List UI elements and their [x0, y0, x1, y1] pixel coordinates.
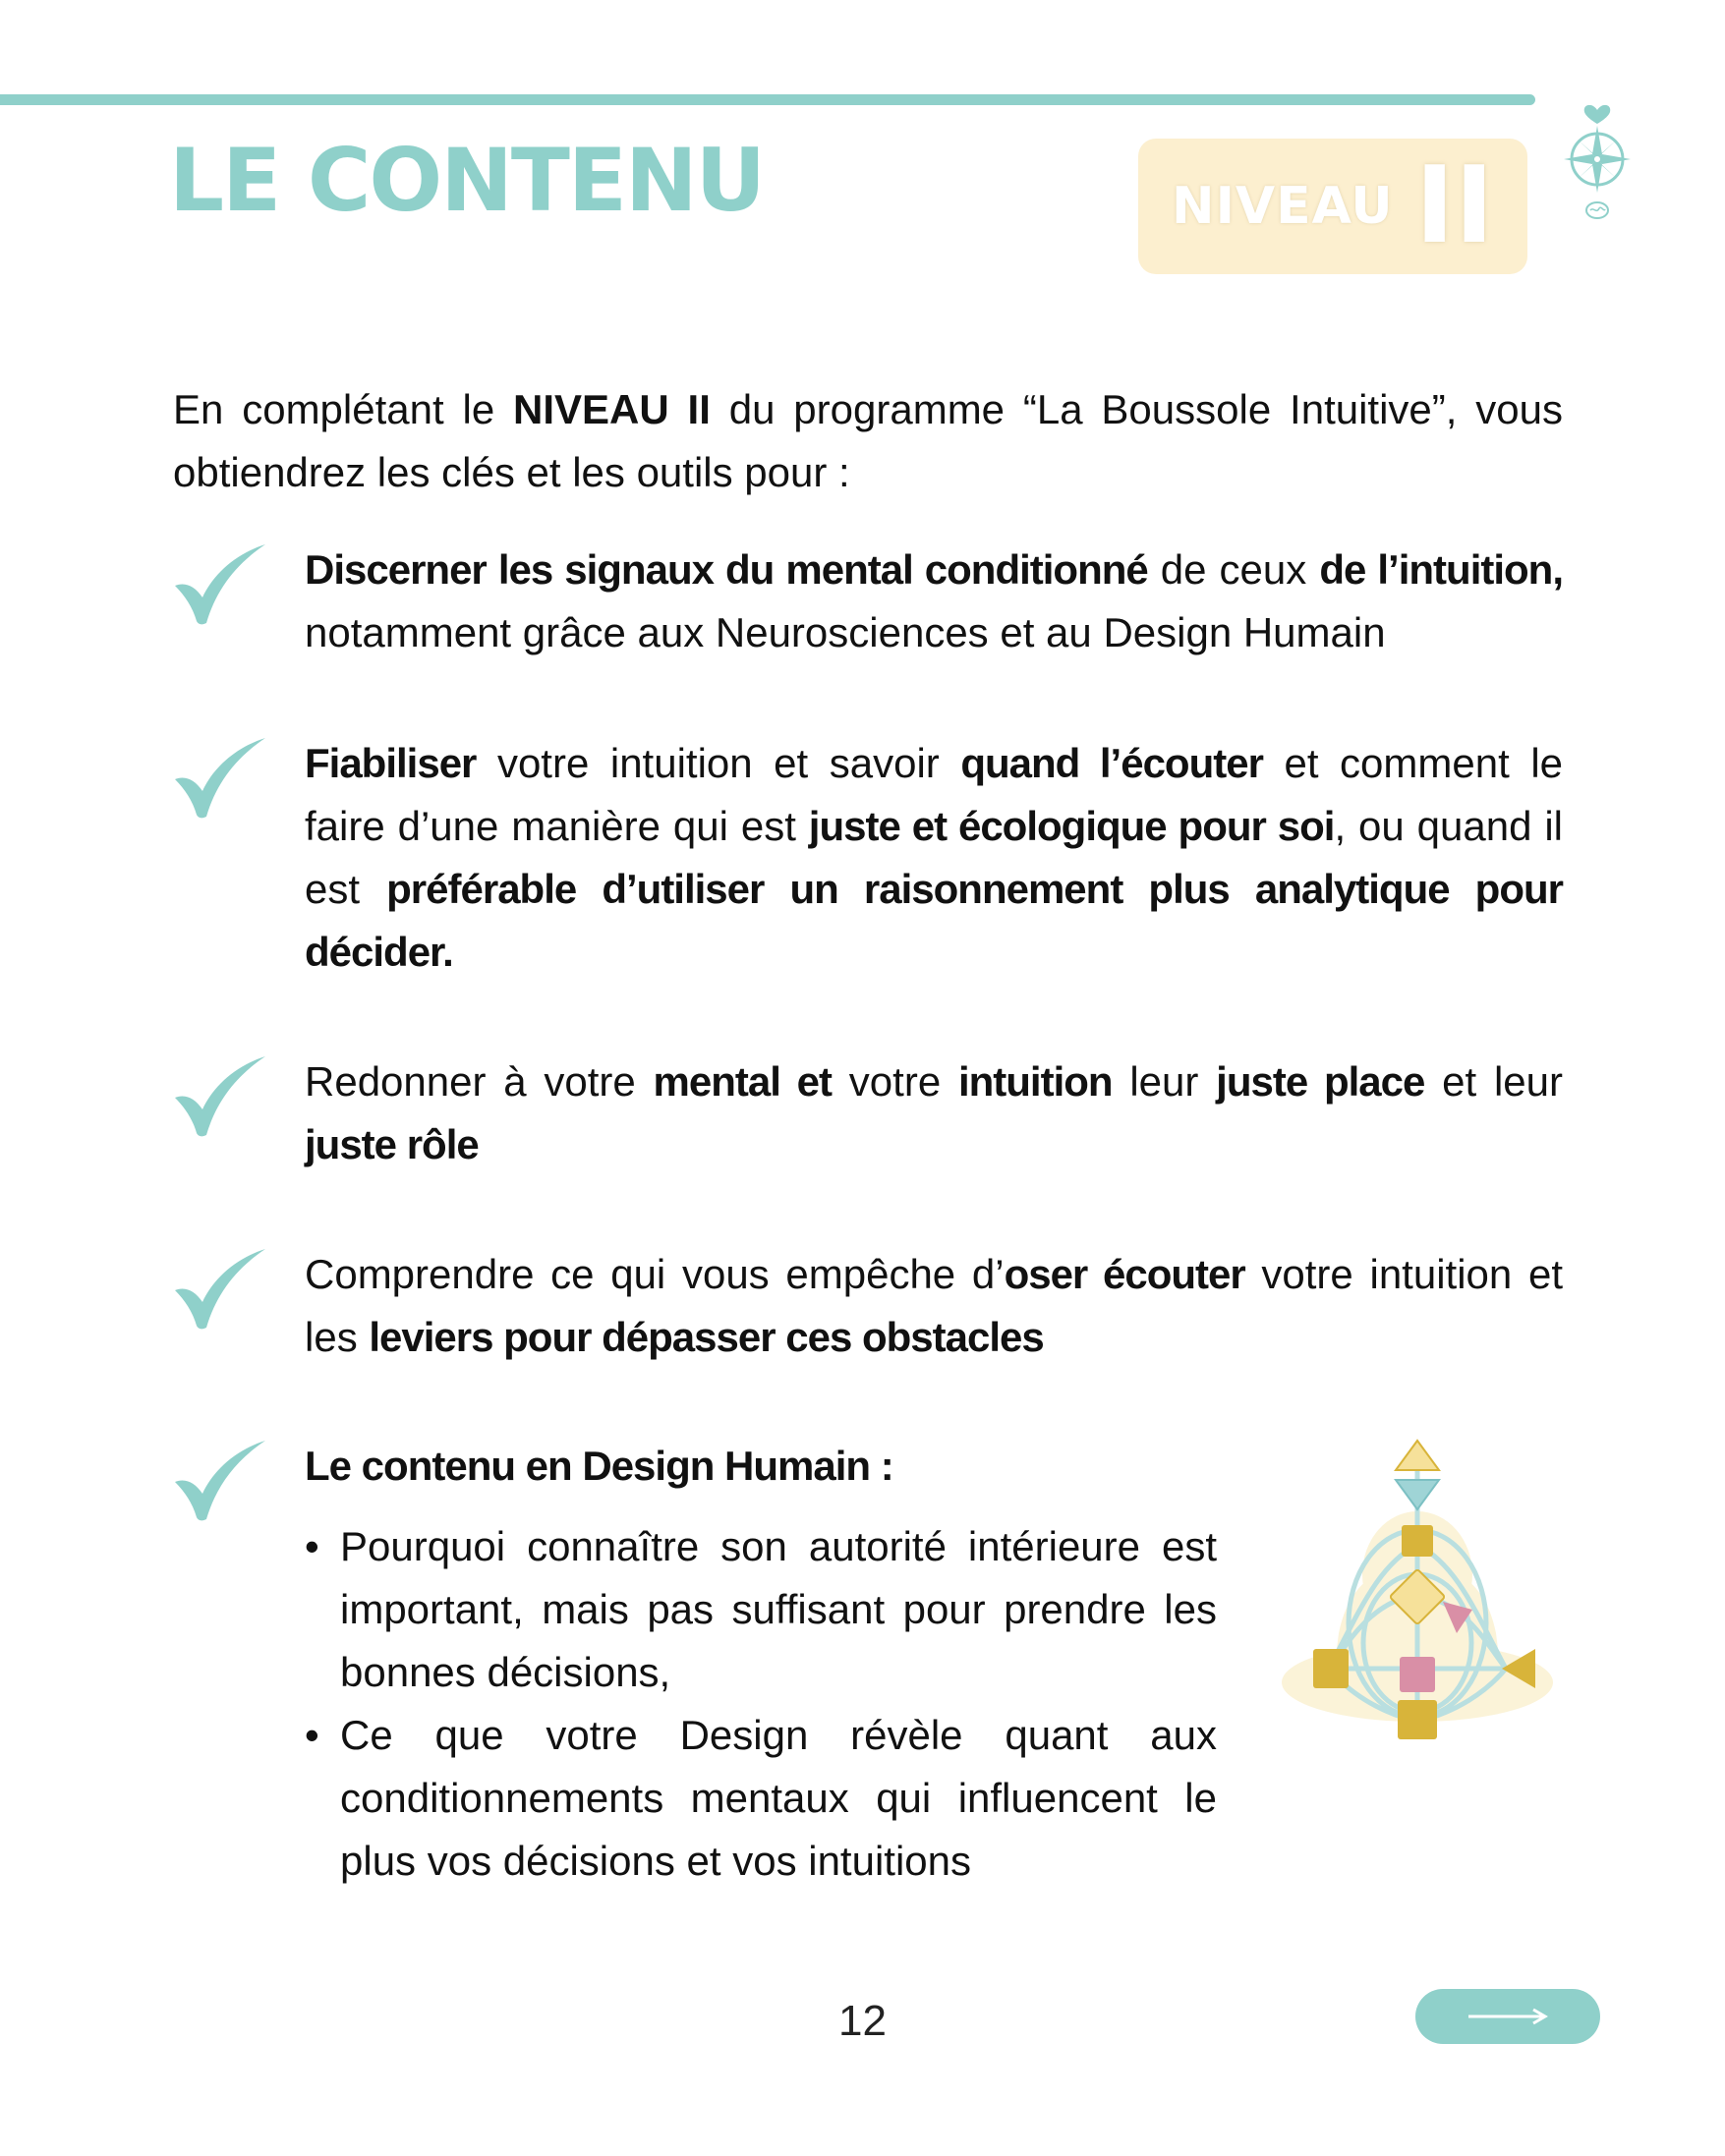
- bodygraph-illustration: [1270, 1437, 1575, 1751]
- text-segment: leviers pour dépasser ces obstacles: [369, 1314, 1044, 1360]
- text-segment: intuition: [957, 1058, 1113, 1105]
- check-icon: [173, 736, 267, 821]
- text-segment: quand l’écouter: [960, 740, 1263, 786]
- list-item-text: [305, 732, 1563, 984]
- intro-text-start: En complétant le: [173, 386, 514, 432]
- text-segment: leur: [1112, 1058, 1217, 1105]
- text-segment: juste et écologique pour soi: [808, 803, 1335, 849]
- design-bullet-list: [305, 1515, 1217, 1893]
- level-badge: [1138, 139, 1527, 274]
- check-icon: [173, 1054, 267, 1139]
- text-segment: notamment grâce aux Neurosciences et au Design Humain: [305, 609, 1386, 655]
- text-segment: Redonner à votre: [305, 1058, 654, 1105]
- list-item-text: [305, 539, 1563, 664]
- check-icon: [173, 1247, 267, 1332]
- text-segment: Comprendre ce qui vous empêche d’: [305, 1251, 1005, 1297]
- text-segment: mental et: [653, 1058, 833, 1105]
- list-item: [173, 732, 1563, 988]
- level-word: NIVEAU: [1172, 177, 1394, 236]
- text-segment: votre intuition et les: [305, 1251, 1563, 1360]
- text-segment: oser écouter: [1004, 1251, 1245, 1297]
- list-item: [173, 1050, 1563, 1178]
- compass-logo: [1553, 90, 1641, 228]
- text-segment: votre: [832, 1058, 958, 1105]
- level-number: II: [1414, 144, 1494, 267]
- page-title: LE CONTENU: [169, 130, 765, 231]
- text-segment: votre intuition et savoir: [476, 740, 961, 786]
- list-item: [173, 1243, 1563, 1371]
- list-item: [173, 539, 1563, 666]
- text-segment: Fiabiliser: [305, 740, 477, 786]
- text-segment: préférable d’utiliser un raisonnement plus analytique pour décider.: [305, 866, 1563, 975]
- intro-bold: NIVEAU II: [513, 386, 711, 432]
- list-item-text: [305, 1243, 1563, 1369]
- list-item-text: [305, 1050, 1563, 1176]
- top-rule: [0, 94, 1535, 105]
- next-page-button[interactable]: [1415, 1989, 1600, 2044]
- text-segment: juste rôle: [305, 1121, 479, 1167]
- text-segment: de l’intuition,: [1319, 546, 1563, 593]
- bullet-item: • Ce que votre Design révèle quant aux conditionnements mentaux qui influencent le plus vos décisions et vos intuitions: [305, 1704, 1217, 1893]
- text-segment: Discerner les signaux du mental conditionné: [305, 546, 1148, 593]
- text-segment: , ou quand il est: [305, 803, 1564, 912]
- intro-paragraph: [173, 378, 1563, 504]
- intro-text-end: du programme “La Boussole Intuitive”, vous obtiendrez les clés et les outils pour :: [173, 386, 1563, 495]
- text-segment: et leur: [1424, 1058, 1563, 1105]
- text-segment: juste place: [1216, 1058, 1425, 1105]
- bullet-item: • Pourquoi connaître son autorité intérieure est important, mais pas suffisant pour prendre les bonnes décisions,: [305, 1515, 1217, 1704]
- design-section-title: Le contenu en Design Humain :: [305, 1443, 893, 1489]
- text-segment: de ceux: [1147, 546, 1320, 593]
- text-segment: et comment le faire d’une manière qui est: [305, 740, 1564, 849]
- arrow-right-icon: [1466, 2007, 1549, 2026]
- check-icon: [173, 542, 267, 627]
- check-icon: [173, 1439, 267, 1523]
- page-number: 12: [838, 1997, 887, 2045]
